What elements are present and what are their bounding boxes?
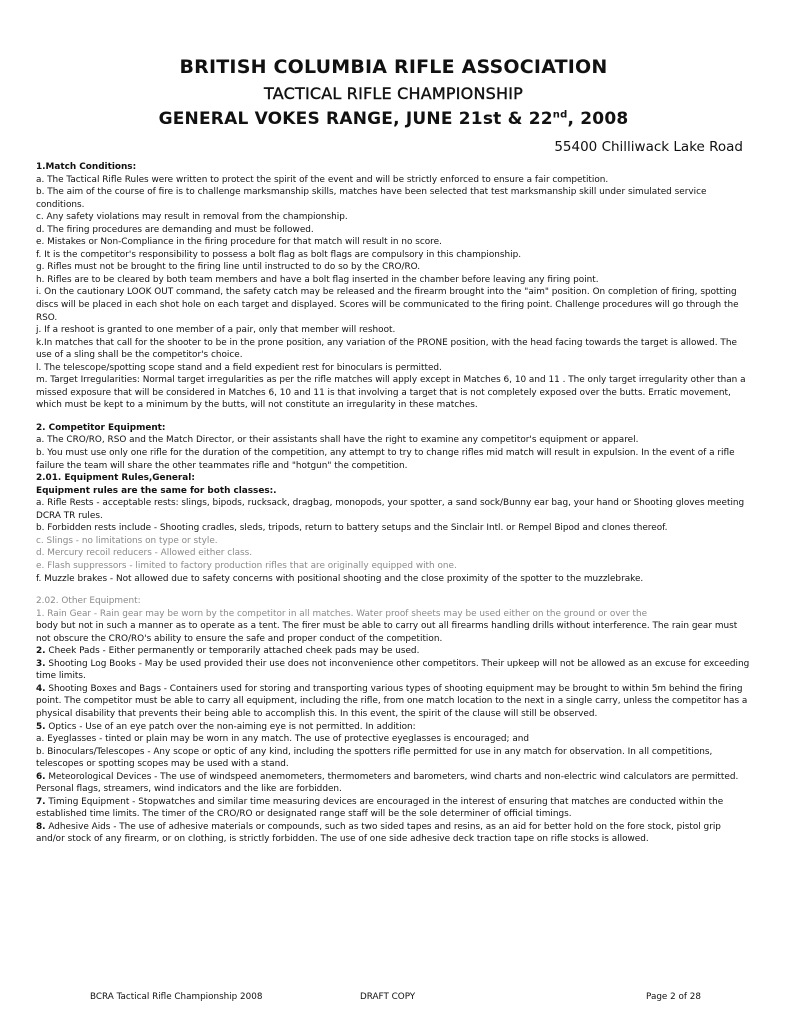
paragraph: j. If a reshoot is granted to one member of a pair, only that member will reshoot. — [36, 325, 396, 336]
list-item — [36, 771, 751, 796]
paragraph: a. The Tactical Rifle Rules were written to protect the spirit of the event and will be strictly enforced to ensure a fair competition. — [36, 174, 609, 185]
list-item: e. Flash suppressors - limited to factory production rifles that are originally equipped with one. — [36, 560, 457, 571]
range-address: 55400 Chilliwack Lake Road — [554, 139, 743, 155]
paragraph: f. It is the competitor's responsibility to possess a bolt flag as bolt flags are compulsory in this championship. — [36, 249, 522, 260]
list-item: b. Forbidden rests include - Shooting cradles, sleds, tripods, return to battery setups and the Sinclair Intl. or Rempel Bipod and clones thereof. — [36, 523, 668, 534]
paragraph: g. Rifles must not be brought to the firing line until instructed to do so by the CRO/RO. — [36, 262, 421, 273]
spacer — [36, 412, 751, 422]
item-number: 5. — [36, 721, 46, 732]
item-text: Adhesive Aids - The use of adhesive materials or compounds, such as two sided tapes and resins, as an aid for better hold on the fore stock, pistol grip and/or stock of any firearm, or on clothing, is strictly forbidden. The use of one side adhesive deck traction tape on rifle stocks is allowed. — [36, 821, 721, 845]
list-item — [36, 683, 751, 721]
spacer — [36, 585, 751, 595]
paragraph: h. Rifles are to be cleared by both team members and have a bolt flag inserted in the chamber before leaving any firing point. — [36, 274, 599, 285]
item-number: 3. — [36, 658, 46, 669]
paragraph: a. The CRO/RO, RSO and the Match Director, or their assistants shall have the right to examine any competitor's equipment or apparel. — [36, 435, 639, 446]
list-item: b. Binoculars/Telescopes - Any scope or optic of any kind, including the spotters rifle permitted for use in any match for observation. In all competitions, telescopes or spotting scopes may be used with a stand. — [36, 746, 713, 770]
subsection-heading-equipment-rules: 2.01. Equipment Rules,General: — [36, 473, 195, 484]
list-item: a. Rifle Rests - acceptable rests: slings, bipods, rucksack, dragbag, monopods, your spotter, a sand sock/Bunny ear bag, your hand or Shooting gloves meeting DCRA TR rules. — [36, 498, 745, 521]
list-item — [36, 645, 751, 658]
item-text: Optics - Use of an eye patch over the non-aiming eye is not permitted. In addition: — [45, 721, 416, 732]
item-text: Shooting Log Books - May be used provided their use does not inconvenience other competitors. Their upkeep will not be allowed as an excuse for exceeding time limits. — [36, 658, 750, 682]
document-body — [36, 161, 751, 846]
paragraph: k.In matches that call for the shooter to be in the prone position, any variation of the PRONE position, with the head facing towards the target is allowed. The use of a sling shall be the competitor's choice. — [36, 337, 737, 361]
page-subtitle: TACTICAL RIFLE CHAMPIONSHIP — [264, 84, 523, 103]
list-item — [36, 658, 751, 683]
paragraph: l. The telescope/spotting scope stand and a field expedient rest for binoculars is permitted. — [36, 362, 442, 373]
list-item: 1. Rain Gear - Rain gear may be worn by the competitor in all matches. Water proof sheets may be used either on the ground or over the — [36, 608, 648, 619]
list-item: a. Eyeglasses - tinted or plain may be worn in any match. The use of protective eyeglasses is encouraged; and — [36, 734, 530, 745]
item-number: 4. — [36, 683, 46, 694]
footer-page-number: Page 2 of 28 — [646, 992, 701, 1002]
list-item: c. Slings - no limitations on type or style. — [36, 535, 218, 546]
item-text: Timing Equipment - Stopwatches and similar time measuring devices are encouraged in the interest of ensuring that matches are conducted within the established time limits. The timer of the CRO/RO or designated range staff will be the sole determiner of official timings. — [36, 796, 724, 820]
event-date-line — [36, 109, 751, 129]
paragraph: b. You must use only one rifle for the duration of the competition, any attempt to try to change rifles mid match will result in expulsion. In the event of a rifle failure the team will share the other teammates rifle and "hotgun" the competition. — [36, 448, 735, 471]
item-text: Cheek Pads - Either permanently or temporarily attached cheek pads may be used. — [45, 646, 420, 657]
list-item: d. Mercury recoil reducers - Allowed either class. — [36, 548, 253, 559]
paragraph: body but not in such a manner as to operate as a tent. The firer must be able to carry out all firearms handling drills without interference. The rain gear must not obscure the CRO/RO's ability to ensure the safe and proper conduct of the competition. — [36, 621, 738, 644]
list-item — [36, 796, 751, 821]
paragraph: e. Mistakes or Non-Compliance in the firing procedure for that match will result in no score. — [36, 237, 442, 248]
paragraph: d. The firing procedures are demanding and must be followed. — [36, 224, 314, 235]
item-number: 6. — [36, 771, 46, 782]
paragraph: i. On the cautionary LOOK OUT command, the safety catch may be released and the firearm brought into the "aim" position. On completion of firing, spotting discs will be placed in each shot hole on each target and displayed. Scores will be communicated to the firing point. Challenge procedures will go through the RSO. — [36, 287, 739, 323]
footer-draft-label: DRAFT COPY — [360, 992, 416, 1002]
event-year: , 2008 — [567, 109, 629, 129]
paragraph: b. The aim of the course of fire is to challenge marksmanship skills, matches have been selected that test marksmanship skill under simulated service conditions. — [36, 187, 707, 210]
list-item — [36, 821, 751, 846]
event-date-text: GENERAL VOKES RANGE, JUNE 21st & 22 — [158, 109, 553, 129]
list-item — [36, 721, 751, 734]
item-text: Meteorological Devices - The use of windspeed anemometers, thermometers and barometers, wind charts and non-electric wind calculators are permitted. Personal flags, streamers, wind indicators and the like are forbidden. — [36, 771, 739, 795]
subsection-heading-other-equipment: 2.02. Other Equipment: — [36, 596, 141, 607]
page-title: BRITISH COLUMBIA RIFLE ASSOCIATION — [179, 56, 608, 78]
item-number: 8. — [36, 821, 46, 832]
section-heading-match-conditions: 1.Match Conditions: — [36, 162, 137, 172]
section-heading-competitor-equipment: 2. Competitor Equipment: — [36, 422, 166, 433]
ordinal-suffix: nd — [552, 109, 568, 121]
item-text: Shooting Boxes and Bags - Containers used for storing and transporting various types of shooting equipment may be brought to within 5m behind the firing point. The competitor must be able to carry all equipment, including the rifle, from one match location to the next in a single carry, unless the competitor has a physical disability that prevents their being able to accomplish this. In this event, the spirit of the clause will still be observed. — [36, 683, 748, 719]
footer-document-name: BCRA Tactical Rifle Championship 2008 — [90, 992, 263, 1002]
item-number: 7. — [36, 796, 46, 807]
list-item: f. Muzzle brakes - Not allowed due to safety concerns with positional shooting and the close proximity of the spotter to the muzzlebrake. — [36, 573, 644, 584]
item-number: 2. — [36, 646, 46, 657]
paragraph: c. Any safety violations may result in removal from the championship. — [36, 212, 348, 223]
paragraph: m. Target Irregularities: Normal target irregularities as per the rifle matches will apply except in Matches 6, 10 and 11 . The only target irregularity other than a missed exposure that will be considered in Matches 6, 10 and 11 is that involving a target that is not completely exposed over the butts. Erratic movement, which must be kept to a minimum by the butts, will not constitute an irregularity in these matches. — [36, 375, 746, 411]
rules-heading: Equipment rules are the same for both classes:. — [36, 485, 277, 496]
